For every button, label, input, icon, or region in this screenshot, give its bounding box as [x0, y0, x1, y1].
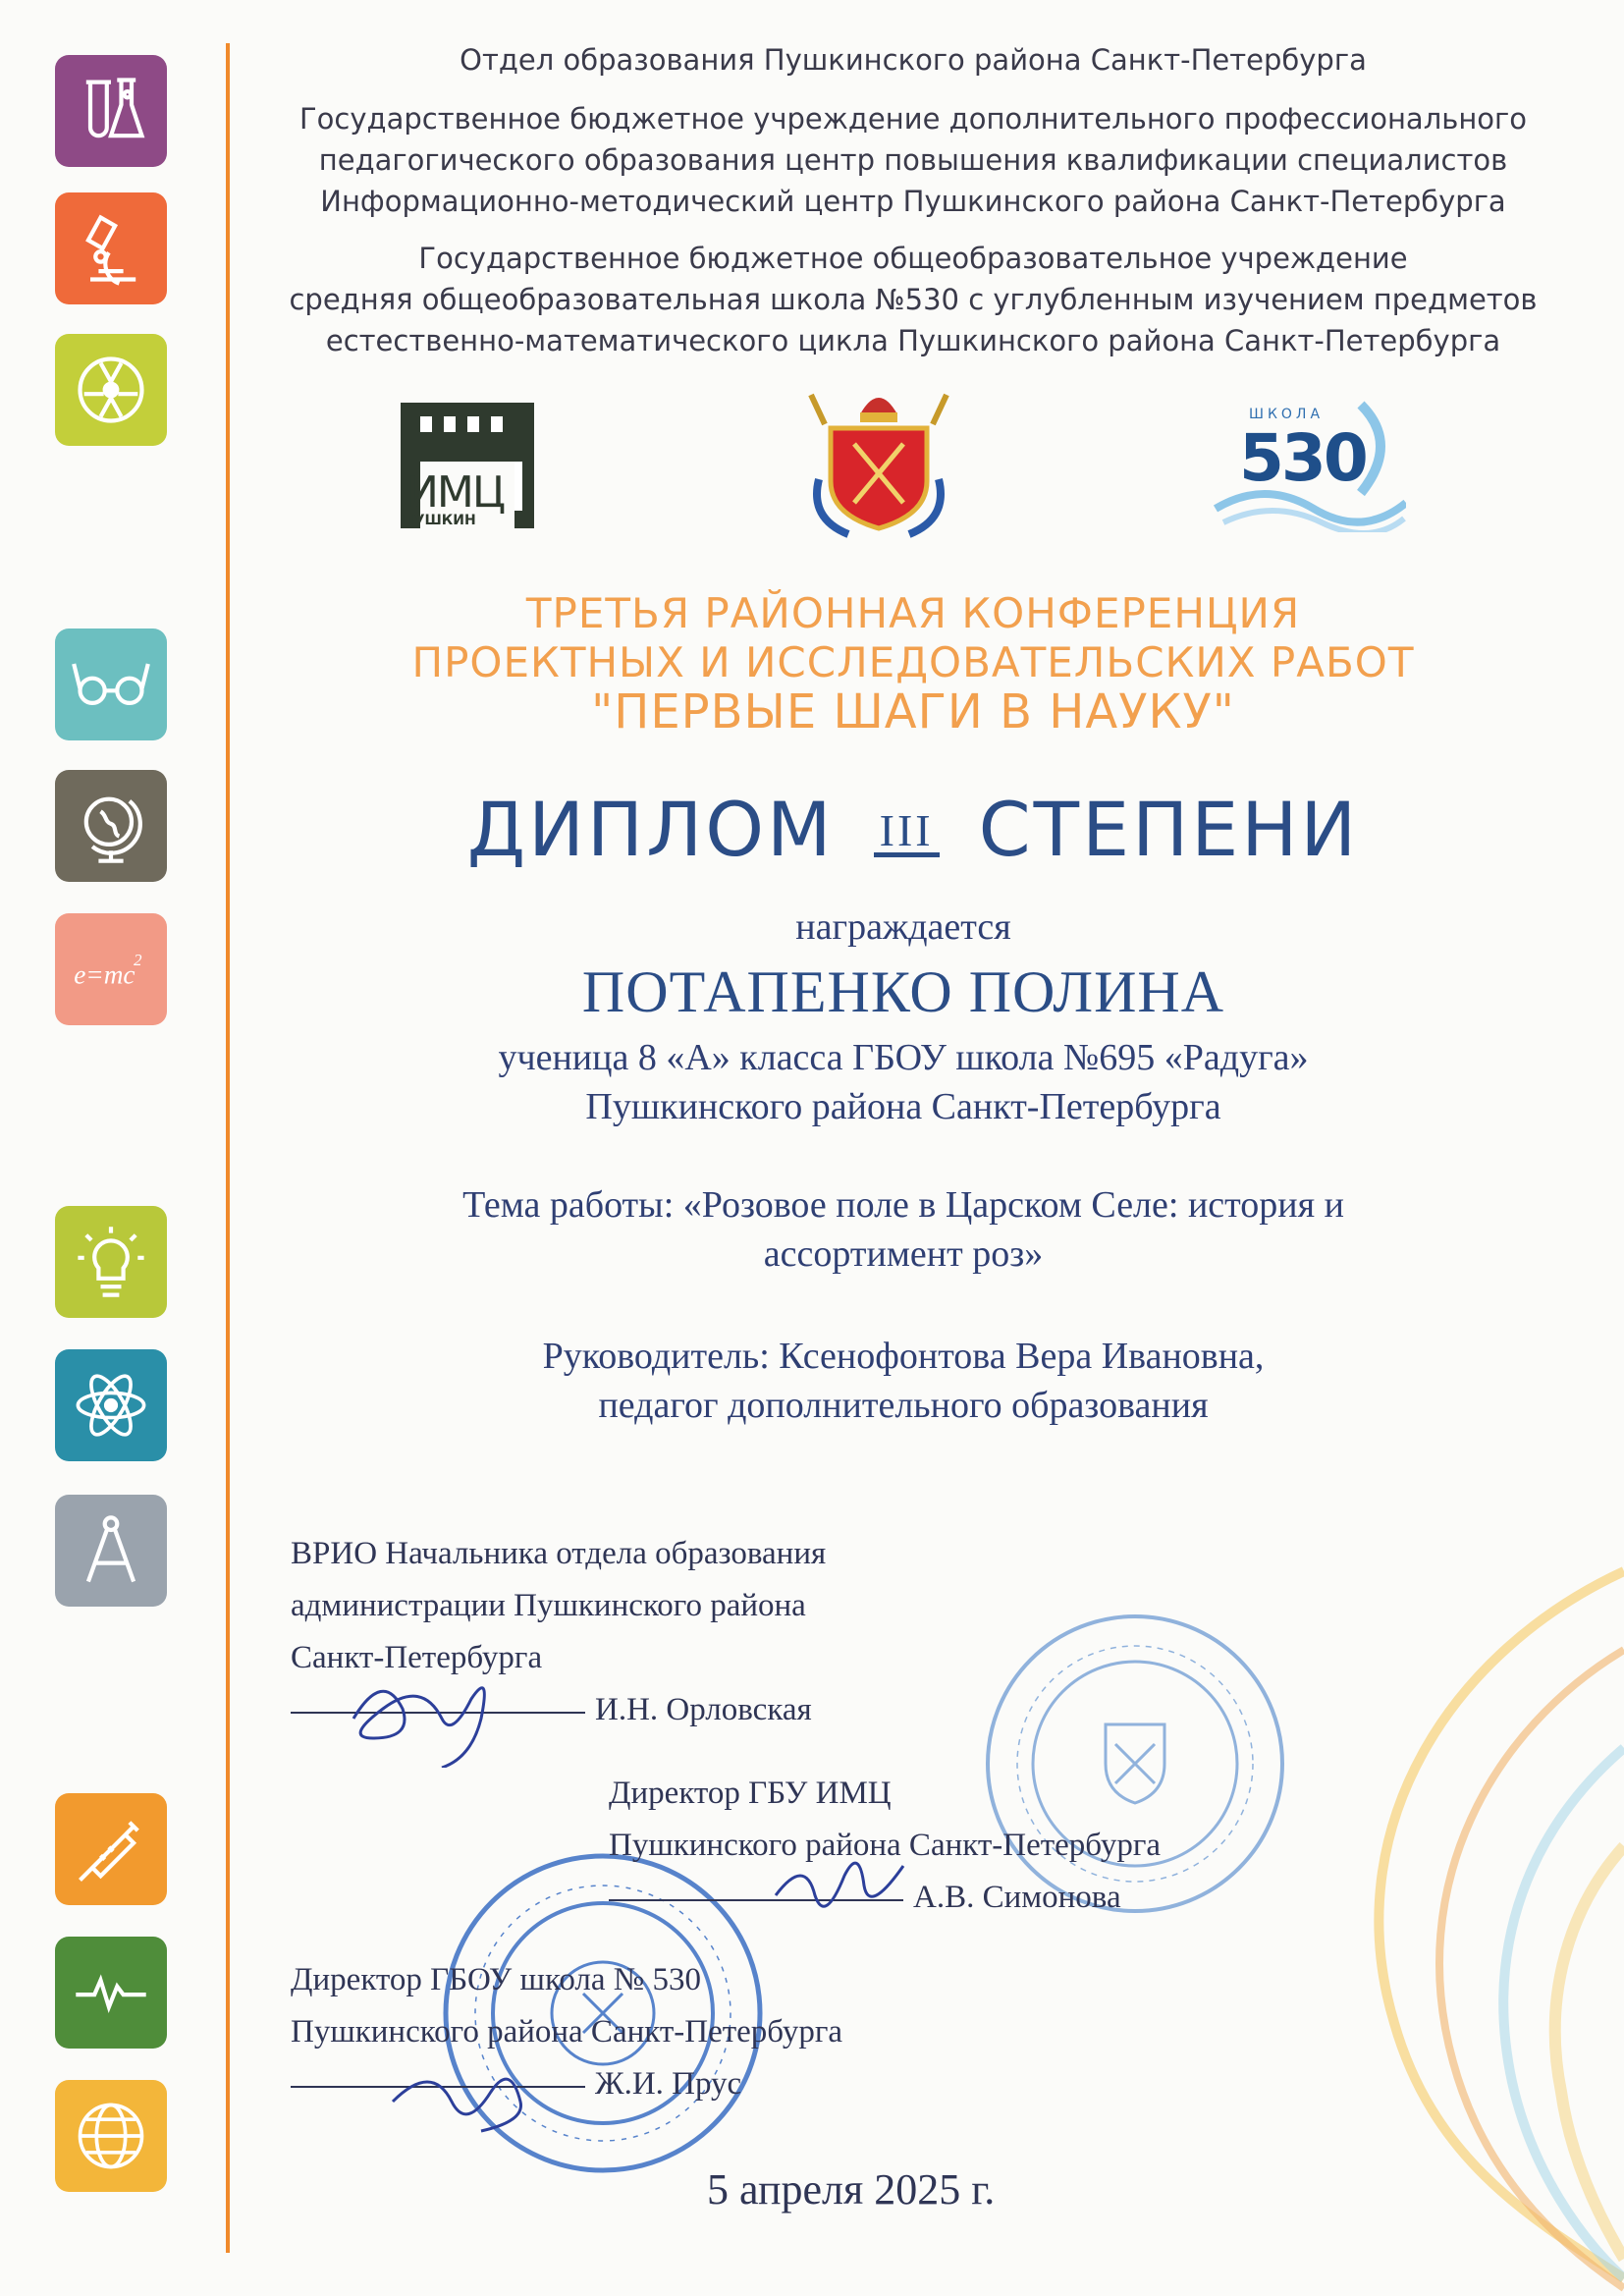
- conference-line: "ПЕРВЫЕ ШАГИ В НАУКУ": [591, 684, 1235, 739]
- issue-date: 5 апреля 2025 г.: [707, 2165, 996, 2214]
- signatory-title-line: Санкт-Петербурга: [291, 1640, 543, 1675]
- school-530-logo: [1214, 385, 1406, 532]
- department-line: Отдел образования Пушкинского района Санкт-Петербурга: [460, 43, 1367, 77]
- supervisor-line: Руководитель: Ксенофонтова Вера Ивановна,: [542, 1336, 1265, 1377]
- org2-block: [255, 238, 1571, 361]
- signatory-title-line: Пушкинского района Санкт-Петербурга: [291, 2014, 843, 2050]
- org1-line: педагогического образования центр повышения квалификации специалистов: [318, 143, 1508, 177]
- org2-line: естественно-математического цикла Пушкинского района Санкт-Петербурга: [325, 324, 1501, 357]
- degree-word: СТЕПЕНИ: [978, 786, 1360, 873]
- work-topic-line: ассортимент роз»: [763, 1233, 1044, 1275]
- microscope-icon: [55, 192, 167, 304]
- accent-divider: [226, 43, 230, 2253]
- formula-sup: 2: [134, 950, 142, 969]
- glasses-icon: [55, 629, 167, 740]
- signatory-title-line: Директор ГБУ ИМЦ: [609, 1776, 892, 1811]
- imc-logo-text: ИМЦ: [406, 467, 505, 518]
- org1-line: Информационно-методический центр Пушкинского района Санкт-Петербурга: [320, 185, 1506, 218]
- supervisor-line: педагог дополнительного образования: [598, 1385, 1209, 1426]
- world-grid-icon: [55, 2080, 167, 2192]
- work-topic: [255, 1180, 1551, 1279]
- formula-text: e=mc: [74, 959, 135, 990]
- school-logo-label: ШКОЛА: [1249, 407, 1325, 422]
- radiation-icon: [55, 334, 167, 446]
- heartbeat-icon: [55, 1937, 167, 2049]
- lightbulb-icon: [55, 1206, 167, 1318]
- diploma-heading: [255, 786, 1571, 873]
- syringe-icon: [55, 1793, 167, 1905]
- conference-title: [255, 589, 1571, 737]
- awarded-label: награждается: [795, 906, 1011, 948]
- recipient-info-line: ученица 8 «А» класса ГБОУ школа №695 «Радуга»: [498, 1037, 1309, 1078]
- org1-block: [255, 98, 1571, 222]
- org1-line: Государственное бюджетное учреждение дополнительного профессионального: [298, 102, 1528, 136]
- formula-icon: [55, 913, 167, 1025]
- spb-coat-of-arms: [805, 385, 952, 538]
- recipient-info-line: Пушкинского района Санкт-Петербурга: [585, 1086, 1221, 1127]
- degree-numeral: III: [874, 809, 940, 857]
- globe-icon: [55, 770, 167, 882]
- signatory-title-line: Пушкинского района Санкт-Петербурга: [609, 1828, 1162, 1863]
- signatory-name: Ж.И. Прус: [595, 2066, 742, 2102]
- signatory-title-line: ВРИО Начальника отдела образования: [291, 1536, 827, 1571]
- signatory-name: А.В. Симонова: [913, 1880, 1121, 1915]
- org2-line: Государственное бюджетное общеобразовательное учреждение: [418, 242, 1408, 275]
- school-logo-number: 530: [1239, 420, 1366, 496]
- org2-line: средняя общеобразовательная школа №530 с углубленным изучением предметов: [289, 283, 1538, 316]
- supervisor: [255, 1332, 1551, 1430]
- imc-logo-subtext: ПУШКИН: [403, 513, 476, 528]
- chemistry-icon: [55, 55, 167, 167]
- conference-line: ПРОЕКТНЫХ И ИССЛЕДОВАТЕЛЬСКИХ РАБОТ: [411, 638, 1415, 686]
- recipient-name: ПОТАПЕНКО ПОЛИНА: [581, 959, 1225, 1024]
- work-topic-line: Тема работы: «Розовое поле в Царском Селе: история и: [462, 1184, 1344, 1226]
- imc-logo: [401, 403, 534, 528]
- recipient-info: [255, 1033, 1551, 1131]
- signatory-title-line: администрации Пушкинского района: [291, 1588, 806, 1623]
- diploma-word: ДИПЛОМ: [466, 786, 835, 873]
- signatory-title-line: Директор ГБОУ школа № 530: [291, 1962, 701, 1997]
- handwritten-signature-3: [383, 2043, 550, 2141]
- signatory-name: И.Н. Орловская: [595, 1692, 812, 1727]
- handwritten-signature-1: [334, 1660, 511, 1768]
- compass-icon: [55, 1495, 167, 1607]
- atom-icon: [55, 1349, 167, 1461]
- signature-block-3: [291, 1954, 842, 2110]
- handwritten-signature-2: [766, 1846, 913, 1925]
- conference-line: ТРЕТЬЯ РАЙОННАЯ КОНФЕРЕНЦИЯ: [525, 589, 1301, 637]
